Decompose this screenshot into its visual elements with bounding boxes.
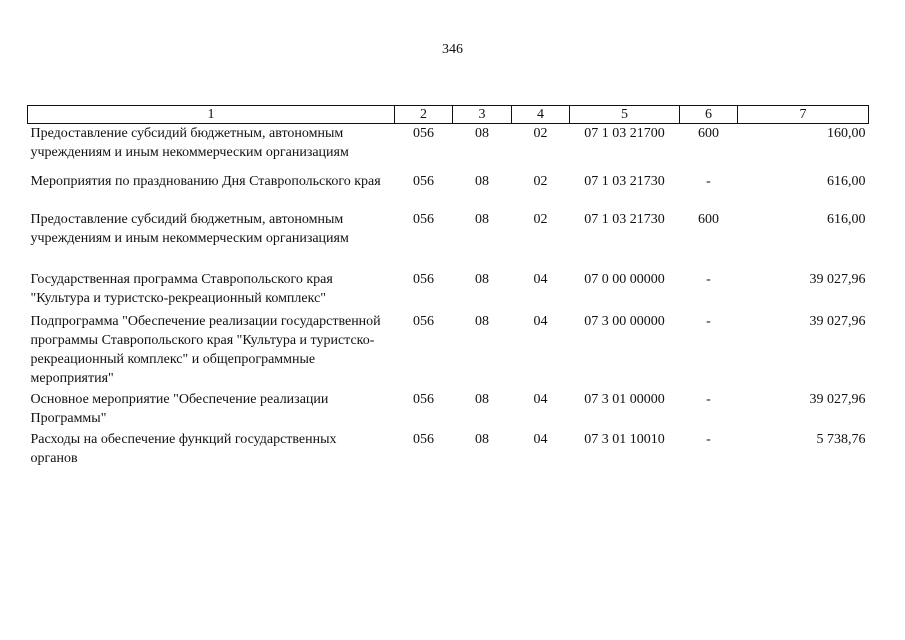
expense-type-code: - <box>706 431 711 447</box>
expense-type-code: - <box>706 391 711 407</box>
ministry-code: 056 <box>413 211 434 227</box>
column-number-header: 7 <box>738 106 869 124</box>
ministry-code: 056 <box>413 173 434 189</box>
table-row <box>28 210 869 270</box>
subsection-code: 02 <box>533 126 548 141</box>
expense-type-code: 600 <box>698 126 719 141</box>
expense-type-code: - <box>706 271 711 287</box>
target-article-code: 07 3 01 00000 <box>584 391 665 407</box>
ministry-code: 056 <box>413 391 434 407</box>
section-code: 08 <box>475 126 489 141</box>
amount-value: 616,00 <box>827 173 866 189</box>
row-name: Государственная программа Ставропольского края "Культура и туристско-рекреационный комплекс" <box>30 271 333 306</box>
target-article-code: 07 3 00 00000 <box>584 313 665 329</box>
expense-type-code: - <box>706 173 711 189</box>
page-number: 346 <box>442 42 463 57</box>
column-number-header: 3 <box>453 106 512 124</box>
table-row <box>28 270 869 312</box>
amount-value: 39 027,96 <box>809 313 866 329</box>
subsection-code: 04 <box>533 313 548 329</box>
amount-value: 5 738,76 <box>816 431 866 447</box>
subsection-code: 04 <box>533 271 548 287</box>
table-row <box>28 312 869 390</box>
amount-value: 39 027,96 <box>809 391 866 407</box>
row-name: Подпрограмма "Обеспечение реализации государственной программы Ставропольского края "Культура и туристско-рекреационный комплекс" и общепрограммные мероприятия" <box>30 313 381 386</box>
ministry-code: 056 <box>413 431 434 447</box>
column-number-header: 1 <box>28 106 395 124</box>
column-number-header: 6 <box>680 106 738 124</box>
subsection-code: 02 <box>533 173 548 189</box>
row-name: Предоставление субсидий бюджетным, автономным учреждениям и иным некоммерческим организациям <box>30 211 349 246</box>
column-number-row <box>28 106 869 124</box>
section-code: 08 <box>475 211 489 227</box>
amount-value: 160,00 <box>827 126 866 141</box>
table-row <box>28 390 869 430</box>
column-number-header: 5 <box>570 106 680 124</box>
table-row <box>28 124 869 172</box>
section-code: 08 <box>475 431 489 447</box>
table-row <box>28 172 869 210</box>
amount-value: 39 027,96 <box>809 271 866 287</box>
subsection-code: 02 <box>533 211 548 227</box>
target-article-code: 07 3 01 10010 <box>584 431 665 447</box>
ministry-code: 056 <box>413 313 434 329</box>
column-number-header: 2 <box>395 106 453 124</box>
target-article-code: 07 1 03 21730 <box>584 173 665 189</box>
section-code: 08 <box>475 313 489 329</box>
row-name: Расходы на обеспечение функций государственных органов <box>30 431 337 466</box>
target-article-code: 07 1 03 21730 <box>584 211 665 227</box>
column-number-header: 4 <box>512 106 570 124</box>
subsection-code: 04 <box>533 431 548 447</box>
section-code: 08 <box>475 391 489 407</box>
section-code: 08 <box>475 173 489 189</box>
ministry-code: 056 <box>413 126 434 141</box>
target-article-code: 07 0 00 00000 <box>584 271 665 287</box>
row-name: Мероприятия по празднованию Дня Ставропольского края <box>30 173 381 189</box>
row-name: Предоставление субсидий бюджетным, автономным учреждениям и иным некоммерческим организациям <box>30 126 349 160</box>
ministry-code: 056 <box>413 271 434 287</box>
row-name: Основное мероприятие "Обеспечение реализации Программы" <box>30 391 329 426</box>
subsection-code: 04 <box>533 391 548 407</box>
budget-table <box>27 105 869 470</box>
target-article-code: 07 1 03 21700 <box>584 126 665 141</box>
section-code: 08 <box>475 271 489 287</box>
expense-type-code: - <box>706 313 711 329</box>
table-row <box>28 430 869 470</box>
amount-value: 616,00 <box>827 211 866 227</box>
expense-type-code: 600 <box>698 211 719 227</box>
